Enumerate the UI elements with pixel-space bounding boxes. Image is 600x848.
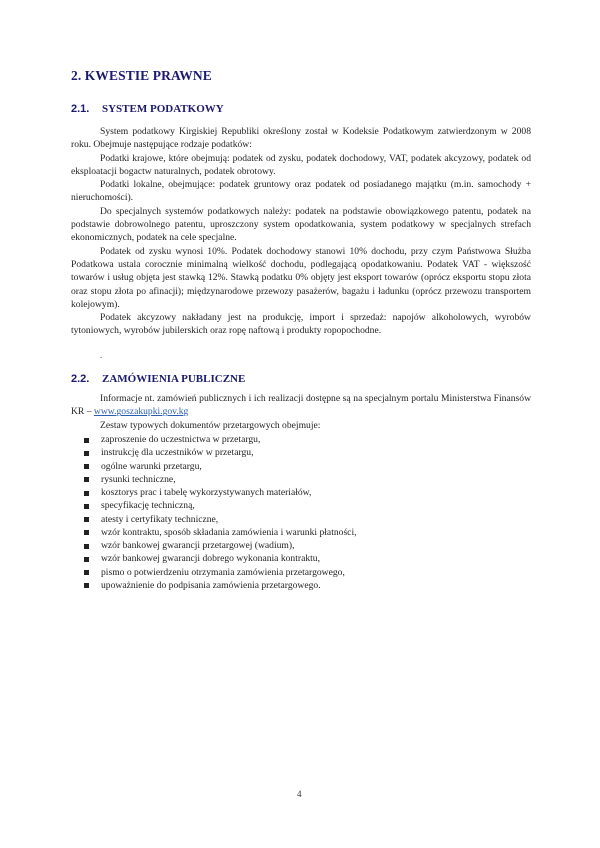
list-item: wzór bankowej gwarancji przetargowej (wadium),: [71, 539, 357, 552]
list-item: atesty i certyfikaty techniczne,: [71, 513, 357, 526]
list-item: wzór bankowej gwarancji dobrego wykonania kontraktu,: [71, 552, 357, 565]
list-item: ogólne warunki przetargu,: [71, 460, 357, 473]
square-bullet-icon: [84, 477, 89, 482]
list-item: rysunki techniczne,: [71, 473, 357, 486]
list-item: zaproszenie do uczestnictwa w przetargu,: [71, 433, 357, 446]
tax-system-body: [71, 125, 531, 338]
list-item: wzór kontraktu, sposób składania zamówienia i warunki płatności,: [71, 526, 357, 539]
square-bullet-icon: [84, 491, 89, 496]
square-bullet-icon: [84, 570, 89, 575]
list-item: kosztorys prac i tabelę wykorzystywanych materiałów,: [71, 486, 357, 499]
paragraph: Podatek akcyzowy nakładany jest na produkcję, import i sprzedaż: napojów alkoholowych, wyrobów tytoniowych, wyrobów jubilerskich oraz ropę naftową i produkty ropopochodne.: [71, 312, 531, 337]
square-bullet-icon: [84, 517, 89, 522]
list-item: instrukcję dla uczestników w przetargu,: [71, 446, 357, 459]
square-bullet-icon: [84, 557, 89, 562]
square-bullet-icon: [84, 464, 89, 469]
list-item: specyfikację techniczną,: [71, 499, 357, 512]
document-list: [71, 433, 357, 592]
subsection-number: 2.2.: [71, 373, 90, 385]
intro-text: Informacje nt. zamówień publicznych i ich realizacji dostępne są na specjalnym portalu Ministerstwa Finansów KR –: [71, 393, 531, 418]
subsection-title: ZAMÓWIENIA PUBLICZNE: [102, 373, 246, 385]
paragraph: Do specjalnych systemów podatkowych należy: podatek na podstawie obowiązkowego patentu, podatek na podstawie dobrowolnego patentu, uproszczony system opodatkowania, system podatkowy w specjalnych strefach ekonomicznych, podatek na cele specjalne.: [71, 205, 531, 244]
paragraph: Podatek od zysku wynosi 10%. Podatek dochodowy stanowi 10% dochodu, przy czym Państwowa Służba Podatkowa ustala corocznie minimalną wielkość dochodu, podlegającą opodatkowaniu. Podatek VAT - większość towarów i usług objęta jest stawką 12%. Stawką podatku 0% objęty jest eksport towarów (oprócz eksportu stopu złota oraz stopu złota po afinacji); międzynarodowe przewozy pasażerów, bagażu i ładunku (oprócz przewozu transportem kolejowym).: [71, 245, 531, 310]
paragraph: System podatkowy Kirgiskiej Republiki określony został w Kodeksie Podatkowym zatwierdzonym w 2008 roku. Obejmuje następujące rodzaje podatków:: [71, 126, 531, 151]
paragraph: [71, 392, 531, 419]
list-intro: Zestaw typowych dokumentów przetargowych obejmuje:: [100, 419, 321, 431]
square-bullet-icon: [84, 504, 89, 509]
goszakupki-link[interactable]: www.goszakupki.gov.kg: [93, 406, 189, 418]
stray-mark: .: [100, 350, 103, 360]
square-bullet-icon: [84, 583, 89, 588]
list-item: pismo o potwierdzeniu otrzymania zamówienia przetargowego,: [71, 566, 357, 579]
subsection-heading-tax-system: [71, 103, 224, 115]
paragraph: Podatki lokalne, obejmujące: podatek gruntowy oraz podatek od posiadanego majątku (m.in. samochody + nieruchomości).: [71, 179, 531, 204]
subsection-heading-public-procurement: [71, 373, 245, 385]
square-bullet-icon: [84, 438, 89, 443]
paragraph: Podatki krajowe, które obejmują: podatek od zysku, podatek dochodowy, VAT, podatek akcyzowy, podatek od eksploatacji bogactw naturalnych, podatek obrotowy.: [71, 152, 531, 177]
list-item: upoważnienie do podpisania zamówienia przetargowego.: [71, 579, 357, 592]
section-title: 2. KWESTIE PRAWNE: [71, 68, 212, 83]
page-number: 4: [297, 789, 302, 799]
procurement-body: [71, 392, 531, 432]
square-bullet-icon: [84, 451, 89, 456]
subsection-title: SYSTEM PODATKOWY: [102, 103, 224, 115]
square-bullet-icon: [84, 544, 89, 549]
square-bullet-icon: [84, 530, 89, 535]
subsection-number: 2.1.: [71, 103, 90, 115]
